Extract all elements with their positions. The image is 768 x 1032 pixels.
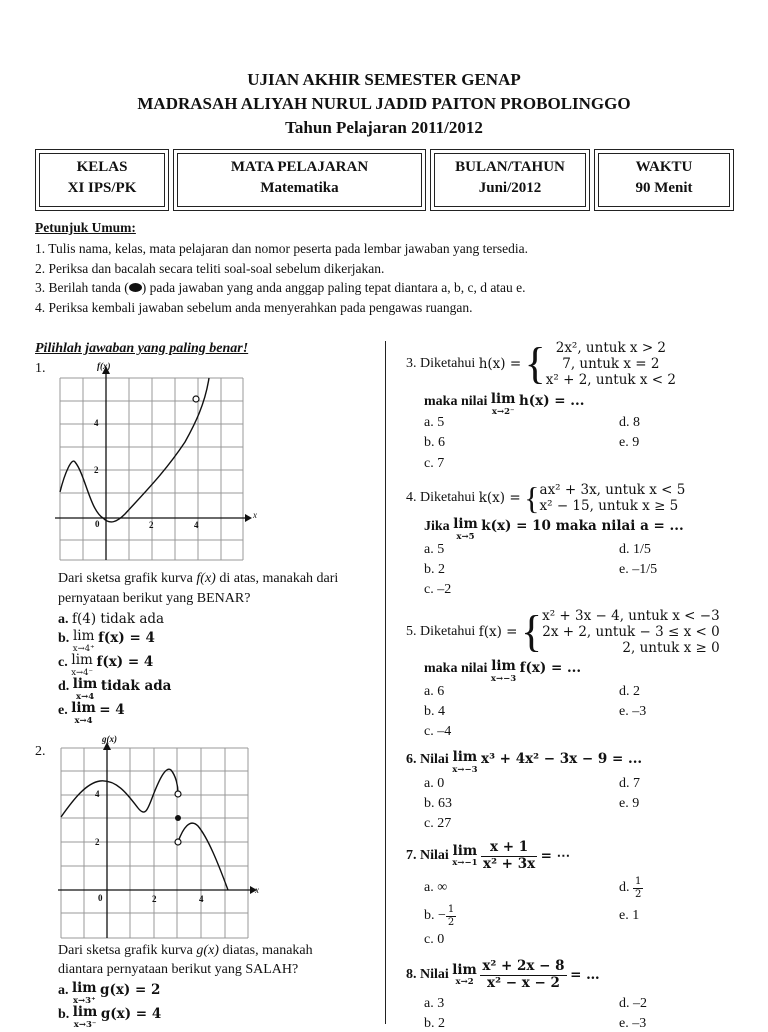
left-brace-icon: { (524, 480, 540, 516)
lim-subscript: x→4⁺ (72, 643, 95, 654)
question-text: pernyataan berikut yang BENAR? (58, 591, 251, 606)
option-label: d. (619, 880, 630, 895)
instruction-item: 2. Periksa dan bacalah secara teliti soal-soal sebelum dikerjakan. (35, 261, 385, 276)
lim-text: lim (452, 961, 477, 978)
option-text: g(x) = 4 (100, 1006, 162, 1022)
case-line: 7, untuk x = 2 (562, 356, 660, 372)
case-line: 2, untuk x ≥ 0 (622, 640, 720, 656)
graph-f-of-x (55, 362, 255, 562)
option-e[interactable]: e. –3 (619, 704, 647, 719)
question-ask (424, 518, 684, 541)
option-text: f(x) = 4 (98, 630, 155, 646)
question-7 (406, 840, 570, 872)
info-box-value: XI IPS/PK (67, 180, 137, 196)
question-8 (406, 959, 600, 991)
info-box-subject (173, 149, 426, 211)
option-d[interactable]: d. 1/5 (619, 542, 651, 557)
option-a[interactable]: a. ∞ (424, 880, 448, 895)
tick-label: 4 (194, 520, 199, 530)
limit (72, 982, 97, 1005)
lim-text: lim (72, 980, 97, 996)
info-box-title: MATA PELAJARAN (230, 159, 369, 175)
lim-subscript: x→2 (455, 977, 474, 988)
lim-subscript: x→−3 (490, 673, 517, 684)
closed-point (175, 815, 181, 821)
expression: = ⋯ (540, 848, 571, 865)
question-prefix: 4. Diketahui (406, 490, 479, 505)
option-b[interactable]: b. 2 (424, 1016, 445, 1031)
question-number: 2. (35, 744, 46, 759)
option-e[interactable] (58, 702, 125, 725)
info-box-time (594, 149, 734, 211)
option-d[interactable]: d. 8 (619, 415, 640, 430)
question-4 (406, 482, 685, 514)
question-prefix: 5. Diketahui (406, 624, 479, 639)
tick-label: 4 (199, 894, 204, 904)
limit (491, 393, 516, 416)
function-name: g(x) (196, 943, 219, 958)
exam-title: UJIAN AKHIR SEMESTER GENAP (247, 70, 521, 89)
question-text (58, 943, 313, 959)
ask-text: maka nilai (424, 661, 491, 676)
info-box-month-year (430, 149, 590, 211)
limit (452, 842, 478, 869)
tick-label: 4 (95, 789, 100, 799)
lim-subscript: x→3⁺ (72, 995, 96, 1006)
lim-text: lim (491, 658, 516, 674)
lim-text: lim (71, 700, 96, 716)
numerator: x + 1 (481, 840, 537, 857)
instruction-text: ) pada jawaban yang anda anggap paling tepat diantara a, b, c, d atau e. (141, 280, 526, 295)
info-box-value: Matematika (260, 180, 339, 196)
academic-year: Tahun Pelajaran 2011/2012 (285, 118, 483, 137)
tick-label: 0 (98, 893, 103, 903)
case-line: x² − 15, untuk x ≥ 5 (539, 498, 679, 514)
ask-text: h(x) = ... (518, 393, 585, 409)
ask-text: f(x) = ... (519, 660, 582, 676)
expression: = … (570, 967, 600, 984)
question-number: 1. (35, 361, 46, 376)
option-d[interactable]: d. 7 (619, 776, 640, 791)
lim-subscript: x→−1 (452, 858, 478, 869)
option-label: d. (58, 679, 70, 694)
left-brace-icon: { (524, 339, 546, 388)
lim-text: lim (72, 676, 98, 692)
option-c[interactable]: c. 7 (424, 456, 445, 471)
question-prefix: 6. Nilai (406, 752, 453, 767)
case-line: x² + 3x − 4, untuk x < −3 (542, 608, 720, 624)
lim-subscript: x→5 (456, 531, 475, 542)
graph-y-label: f(x) (97, 361, 111, 371)
question-prefix: 3. Diketahui (406, 356, 479, 371)
question-text (58, 571, 338, 587)
column-divider (385, 341, 386, 1024)
lim-subscript: x→4⁻ (71, 667, 94, 678)
option-label: a. (58, 983, 69, 998)
option-c[interactable]: c. 27 (424, 816, 452, 831)
tick-label: 2 (149, 520, 154, 530)
lim-subscript: x→4 (74, 715, 93, 726)
tick-label: 0 (95, 519, 100, 529)
option-d[interactable]: d. 2 (619, 684, 640, 699)
graph-y-label: g(x) (102, 734, 117, 744)
tick-label: 2 (152, 894, 157, 904)
left-brace-icon: { (520, 607, 543, 656)
option-b[interactable]: b. 2 (424, 562, 445, 577)
option-text: g(x) = 2 (100, 982, 161, 998)
option-e[interactable]: e. 1 (619, 908, 640, 923)
question-6 (406, 751, 642, 774)
option-e[interactable]: e. –1/5 (619, 562, 658, 577)
option-b[interactable]: b. 6 (424, 435, 445, 450)
option-text: = 4 (99, 702, 125, 718)
case-line: ax² + 3x, untuk x < 5 (539, 482, 686, 498)
numerator: 1 (447, 904, 455, 915)
option-c[interactable] (58, 654, 153, 677)
option-d[interactable]: d. –2 (619, 996, 647, 1011)
expression: x³ + 4x² − 3x − 9 = ... (481, 751, 643, 767)
option-b[interactable]: b. 63 (424, 796, 452, 811)
function-name: k(x) = (478, 490, 521, 506)
option-a[interactable] (58, 982, 160, 1005)
option-text: f(x) = 4 (96, 654, 154, 670)
option-a[interactable]: a. 0 (424, 776, 445, 791)
graph-x-label: x (253, 510, 257, 520)
curve-f (60, 378, 209, 522)
option-c[interactable]: c. –2 (424, 582, 452, 597)
info-box-value: Juni/2012 (478, 180, 542, 196)
graph-x-label: x (255, 885, 259, 895)
case-line: 2x², untuk x > 2 (555, 340, 667, 356)
limit (491, 660, 516, 683)
option-label: e. (58, 703, 68, 718)
info-box-title: BULAN/TAHUN (455, 159, 565, 175)
instruction-text: 3. Berilah tanda ( (35, 280, 129, 295)
lim-subscript: x→3⁻ (73, 1019, 97, 1030)
lim-text: lim (72, 628, 95, 644)
lim-text: lim (452, 842, 478, 859)
question-text: diantara pernyataan berikut yang SALAH? (58, 962, 299, 977)
info-box-value: 90 Menit (635, 180, 693, 196)
option-c[interactable]: c. –4 (424, 724, 452, 739)
lim-text: lim (490, 391, 516, 407)
limit (71, 702, 96, 725)
question-5 (406, 608, 720, 656)
limit (73, 630, 95, 653)
limit (73, 678, 98, 701)
function-name: f(x) = (478, 624, 518, 640)
curve-g-right (178, 823, 228, 890)
info-box-title: WAKTU (635, 159, 693, 175)
fraction (633, 876, 643, 900)
option-a[interactable]: a. 3 (424, 996, 445, 1011)
lim-subscript: x→4 (76, 691, 95, 702)
option-a[interactable]: a. 5 (424, 542, 445, 557)
option-b[interactable] (424, 904, 456, 928)
graph-g-of-x (58, 738, 258, 940)
option-d[interactable] (619, 876, 643, 900)
question-text-part: Dari sketsa grafik kurva (58, 943, 197, 958)
option-label: b. (58, 631, 70, 646)
option-e[interactable]: e. 9 (619, 435, 640, 450)
instruction-item: 1. Tulis nama, kelas, mata pelajaran dan nomor peserta pada lembar jawaban yang tersedia. (35, 241, 528, 256)
lim-subscript: x→−3 (452, 764, 478, 775)
option-label: a. (58, 612, 69, 627)
open-point (175, 791, 181, 797)
question-prefix: 7. Nilai (406, 848, 453, 864)
fraction (481, 840, 537, 872)
limit (452, 961, 477, 988)
info-box-title: KELAS (76, 159, 128, 175)
tick-label: 4 (94, 418, 99, 428)
limit (452, 751, 477, 774)
ask-text: Jika (424, 519, 454, 534)
option-label: b. (58, 1007, 70, 1022)
instructions-title: Petunjuk Umum: (35, 220, 136, 235)
fraction (446, 904, 456, 928)
lim-subscript: x→2⁻ (491, 406, 515, 417)
option-e[interactable]: e. –3 (619, 1016, 647, 1031)
denominator: x² − x − 2 (487, 974, 560, 991)
question-text-part: Dari sketsa grafik kurva (58, 571, 197, 586)
option-label: b. − (424, 908, 446, 923)
option-a[interactable]: a. 5 (424, 415, 445, 430)
school-name: MADRASAH ALIYAH NURUL JADID PAITON PROBOLINGGO (137, 94, 631, 113)
option-text: f(4) tidak ada (72, 611, 165, 627)
info-box-class (35, 149, 169, 211)
limit (73, 1006, 98, 1029)
denominator: x² + 3x (483, 855, 536, 872)
limit (453, 518, 478, 541)
option-b[interactable] (58, 630, 155, 653)
question-prefix: 8. Nilai (406, 967, 453, 983)
instruction-item (35, 280, 526, 296)
lim-text: lim (453, 516, 478, 532)
piecewise-cases (542, 608, 720, 656)
limit (71, 654, 93, 677)
ask-text: k(x) = 10 maka nilai a = ... (481, 518, 684, 534)
option-a[interactable]: a. 6 (424, 684, 445, 699)
option-text: tidak ada (100, 678, 172, 694)
lim-text: lim (452, 749, 478, 765)
piecewise-cases (540, 482, 686, 514)
open-point (193, 396, 199, 402)
case-line: x² + 2, untuk x < 2 (545, 372, 676, 388)
option-b[interactable]: b. 4 (424, 704, 445, 719)
lim-text: lim (72, 1004, 98, 1020)
option-b[interactable] (58, 1006, 161, 1029)
function-name: f(x) (196, 571, 216, 586)
function-name: h(x) = (478, 356, 522, 372)
numerator: 1 (635, 876, 642, 887)
option-d[interactable] (58, 678, 171, 701)
open-point (175, 839, 181, 845)
question-text-part: di atas, manakah dari (215, 571, 339, 586)
denominator: 2 (447, 916, 455, 928)
tick-label: 2 (94, 465, 99, 475)
case-line: 2x + 2, untuk − 3 ≤ x < 0 (542, 624, 720, 640)
question-ask (424, 393, 584, 416)
fraction (480, 959, 566, 991)
question-ask (424, 660, 581, 683)
ask-text: maka nilai (424, 394, 491, 409)
question-text-part: diatas, manakah (218, 943, 313, 958)
tick-label: 2 (95, 837, 100, 847)
option-c[interactable]: c. 0 (424, 932, 445, 947)
option-label: c. (58, 655, 68, 670)
filled-circle-icon (129, 283, 142, 292)
option-a[interactable] (58, 611, 164, 628)
question-3 (406, 340, 676, 388)
lim-text: lim (71, 652, 93, 668)
option-e[interactable]: e. 9 (619, 796, 640, 811)
x-axis-arrow-icon (245, 514, 252, 522)
denominator: 2 (635, 888, 642, 900)
section-heading: Pilihlah jawaban yang paling benar! (35, 341, 249, 356)
instruction-item: 4. Periksa kembali jawaban sebelum anda menyerahkan pada pengawas ruangan. (35, 300, 473, 315)
curve-g-left (61, 769, 178, 817)
piecewise-cases (546, 340, 676, 388)
numerator: x² + 2x − 8 (482, 958, 565, 974)
